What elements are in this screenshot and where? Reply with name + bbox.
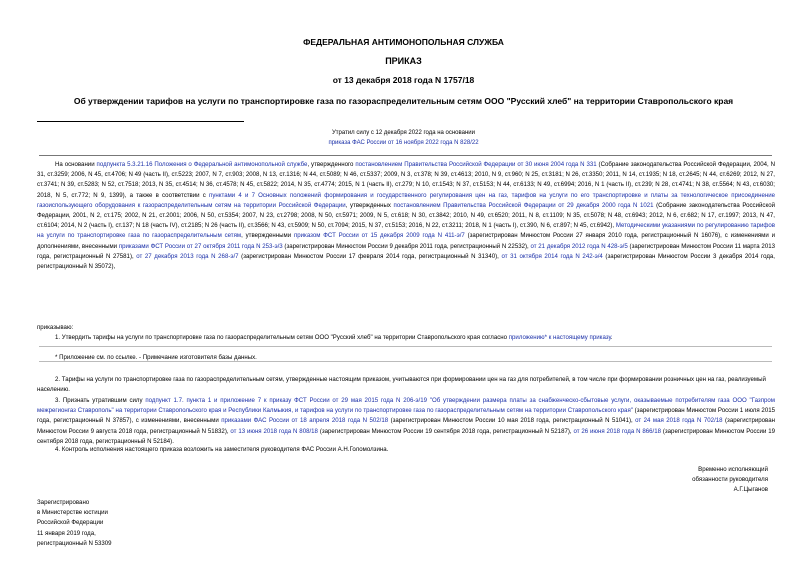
registration-date: 11 января 2019 года, xyxy=(37,529,96,537)
signatory-name: А.Г.Цыганов xyxy=(733,486,768,494)
registration-line-3: Российской Федерации xyxy=(37,519,104,527)
link-fas-order-502[interactable]: приказами ФАС России от 18 апреля 2018 года N 502/18 xyxy=(221,417,389,425)
item-1-paragraph: 1. Утвердить тарифы на услуги по транспортировке газа по газораспределительным сетям ООО "Русский хлеб" на территории Ставропольского края согласно приложению* к настоящему приказу. xyxy=(55,334,613,341)
registration-number: регистрационный N 53309 xyxy=(37,539,112,547)
link-fas-order-808[interactable]: от 13 июня 2018 года N 808/18 xyxy=(230,427,318,435)
divider xyxy=(39,155,772,156)
agency-name: ФЕДЕРАЛЬНАЯ АНТИМОНОПОЛЬНАЯ СЛУЖБА xyxy=(303,37,504,47)
link-fas-regulation[interactable]: подпункта 5.3.21.16 Положения о Федеральной антимонопольной службе xyxy=(96,161,308,168)
signature-line-1: Временно исполняющий xyxy=(698,466,768,473)
link-fst-order-242[interactable]: от 31 октября 2014 года N 242-э/4 xyxy=(501,252,603,260)
footnote-divider-bottom xyxy=(39,361,772,362)
registration-block xyxy=(37,498,112,549)
footnote-divider-top xyxy=(39,346,772,347)
link-methodical-guidelines[interactable]: Методическими указаниями по регулированию тарифов на услуги по транспортировке газа по газораспределительным сетям xyxy=(37,222,775,240)
link-fst-order-411[interactable]: приказом ФСТ России от 15 декабря 2009 года N 411-э/7 xyxy=(293,232,465,240)
preamble-paragraph: На основании подпункта 5.3.21.16 Положения о Федеральной антимонопольной службе, утвержденного постановлением Правительства Российской Федерации от 30 июня 2004 года N 331 (Собрание законодательства Российской Федерации, 2004, N 31, ст.3259; 2006, N 45, ст.4706; N 49 (часть II), ст.5223; 2007, N 7, ст.903; 2008, N 13, ст.1316; N 44, ст.5089; N 46, ст.5337; 2009, N 3, ст.378; N 39, ст.4613; 2010, N 9, ст.960; N 25, ст.3181; N 26, ст.3350; 2011, N 14, ст.1935; N 18, ст.2645; N 44, ст.6269; 2012, N 27, ст.3741; N 39, ст.5283; N 52, ст.7518; 2013, N 35, ст.4514; N 36, ст.4578; N 45, ст.5822; 2014, N 35, ст.4774; 2015, N 1 (часть II), ст.279; N 10, ст.1543; N 37, ст.5153; N 44, ст.6133; N 49, ст.6994; 2016, N 1 (часть II), ст.239; N 28, ст.4741; N 38, ст.5564; N 43, ст.6030; 2018, N 5, ст.772; N 9, 1399), а также в соответствии с пунктами 4 и 7 Основных положений формирования и государственного регулирования цен на газ, тарифов на услуги по его транспортировке и платы за технологическое присоединение газоиспользующего оборудования к газораспределительным сетям на территории Российской Федерации, утвержденных постановлением Правительства Российской Федерации от 29 декабря 2000 года N 1021 (Собрание законодательства Российской Федерации, 2001, N 2, ст.175; 2002, N 21, ст.2001; 2006, N 50, ст.5354; 2007, N 23, ст.2798; 2008, N 50, ст.5971; 2009, N 5, ст.618; N 30, ст.3842; 2010, N 49, ст.6520; 2011, N 8, ст.1109; N 35, ст.5078; N 48, ст.6943; 2012, N 6, ст.682; N 17, ст.1997; 2013, N 47, ст.6104; 2014, N 2 (часть I), ст.137; N 18 (часть IV), ст.2185; N 26 (часть II), ст.3566; N 43, ст.5909; N 50, ст.7094; 2015, N 37, ст.5153; 2016, N 22, ст.3211; 2018, N 1 (часть I), ст.390, N 6, ст.897; N 45, ст.6942), Методическими указаниями по регулированию тарифов на услуги по транспортировке газа по газораспределительным сетям, утвержденными приказом ФСТ России от 15 декабря 2009 года N 411-э/7 (зарегистрирован Минюстом России 27 января 2010 года, регистрационный N 16076), с изменениями и дополнениями, внесенными приказами ФСТ России от 27 октября 2011 года N 253-э/3 (зарегистрирован Минюстом России 9 декабря 2011 года, регистрационный N 22532), от 21 декабря 2012 года N 428-э/5 (зарегистрирован Минюстом России 11 марта 2013 года, регистрационный N 27581), от 27 декабря 2013 года N 268-э/7 (зарегистрирован Минюстом России 17 февраля 2014 года, регистрационный N 31340), от 31 октября 2014 года N 242-э/4 (зарегистрирован Минюстом России 3 декабря 2014 года, регистрационный N 35072), xyxy=(37,161,776,271)
footnote: * Приложение см. по ссылке. - Примечание изготовителя базы данных. xyxy=(55,354,257,361)
link-fst-order-268[interactable]: от 27 декабря 2013 года N 268-э/7 xyxy=(136,252,239,260)
link-fst-order-206[interactable]: подпункт 1.7. пункта 1 и приложение 7 к приказу ФСТ России от 29 мая 2015 года N 206-э/19 "Об утверждении размера платы за снабженческо-сбытовые услуги, оказываемые потребителям газа ООО "Газпром межрегионгаз Ставрополь" на территории Ставропольского края и Республики Калмыкия, и тарифов на услуги по транспортировке газа по газораспределительным сетям на территории Ставропольского края" xyxy=(37,397,775,415)
title-underline xyxy=(37,121,244,122)
link-fas-order-866[interactable]: от 26 июня 2018 года N 866/18 xyxy=(573,427,661,435)
signature-line-2: обязанности руководителя xyxy=(692,476,768,484)
link-gov-decree-1021[interactable]: постановлением Правительства Российской Федерации от 29 декабря 2000 года N 1021 xyxy=(393,201,654,209)
link-gov-decree-331[interactable]: постановлением Правительства Российской Федерации от 30 июня 2004 года N 331 xyxy=(355,161,597,168)
registration-line-2: в Министерстве юстиции xyxy=(37,509,108,517)
document-type: ПРИКАЗ xyxy=(385,56,422,66)
registration-line-1: Зарегистрировано xyxy=(37,499,90,506)
item-3-paragraph: 3. Признать утратившим силу подпункт 1.7. пункта 1 и приложение 7 к приказу ФСТ России от 29 мая 2015 года N 206-э/19 "Об утверждении размера платы за снабженческо-сбытовые услуги, оказываемые потребителям газа ООО "Газпром межрегионгаз Ставрополь" на территории Ставропольского края и Республики Калмыкия, и тарифов на услуги по транспортировке газа по газораспределительным сетям на территории Ставропольского края" (зарегистрирован Минюстом России 1 июля 2015 года, регистрационный N 37857), с изменениями, внесенными приказами ФАС России от 18 апреля 2018 года N 502/18 (зарегистрирован Минюстом России 10 мая 2018 года, регистрационный N 51041), от 24 мая 2018 года N 702/18 (зарегистрирован Минюстом России 9 августа 2018 года, регистрационный N 51832), от 13 июня 2018 года N 808/18 (зарегистрирован Минюстом России 19 сентября 2018 года, регистрационный N 52187), от 26 июня 2018 года N 866/18 (зарегистрирован Минюстом России 19 сентября 2018 года, регистрационный N 52184). xyxy=(37,397,776,445)
signature-block xyxy=(560,465,768,496)
repeal-note: Утратил силу с 12 декабря 2022 года на основании xyxy=(331,130,475,136)
link-basic-provisions[interactable]: пунктами 4 и 7 Основных положений формирования и государственного регулирования цен на газ, тарифов на услуги по его транспортировке и платы за технологическое присоединение газоиспользующего оборудования к газораспределительным сетям на территории Российской Федерации xyxy=(37,191,775,209)
link-appendix[interactable]: приложению* к настоящему приказу xyxy=(508,334,611,341)
document-date-number: от 13 декабря 2018 года N 1757/18 xyxy=(332,75,475,85)
item-4-paragraph: 4. Контроль исполнения настоящего приказа возложить на заместителя руководителя ФАС России А.Н.Голомолзина. xyxy=(55,446,389,453)
link-fst-order-428[interactable]: от 21 декабря 2012 года N 428-э/5 xyxy=(530,242,628,250)
link-fas-order-702[interactable]: от 24 мая 2018 года N 702/18 xyxy=(635,417,723,425)
repeal-order-link[interactable]: приказа ФАС России от 16 ноября 2022 года N 828/22 xyxy=(328,140,479,146)
item-2-paragraph: 2. Тарифы на услуги по транспортировке газа по газораспределительным сетям, утвержденные настоящим приказом, учитываются при формировании цен на газ для потребителей, в том числе при формировании розничных цен на газ, реализуемый населению. xyxy=(37,376,766,394)
document-title: Об утверждении тарифов на услуги по транспортировке газа по газораспределительным сетям ООО "Русский хлеб" на территории Ставропольского края xyxy=(73,96,734,106)
order-word: приказываю: xyxy=(37,324,74,331)
link-fst-order-253[interactable]: приказами ФСТ России от 27 октября 2011 года N 253-э/3 xyxy=(118,242,283,250)
